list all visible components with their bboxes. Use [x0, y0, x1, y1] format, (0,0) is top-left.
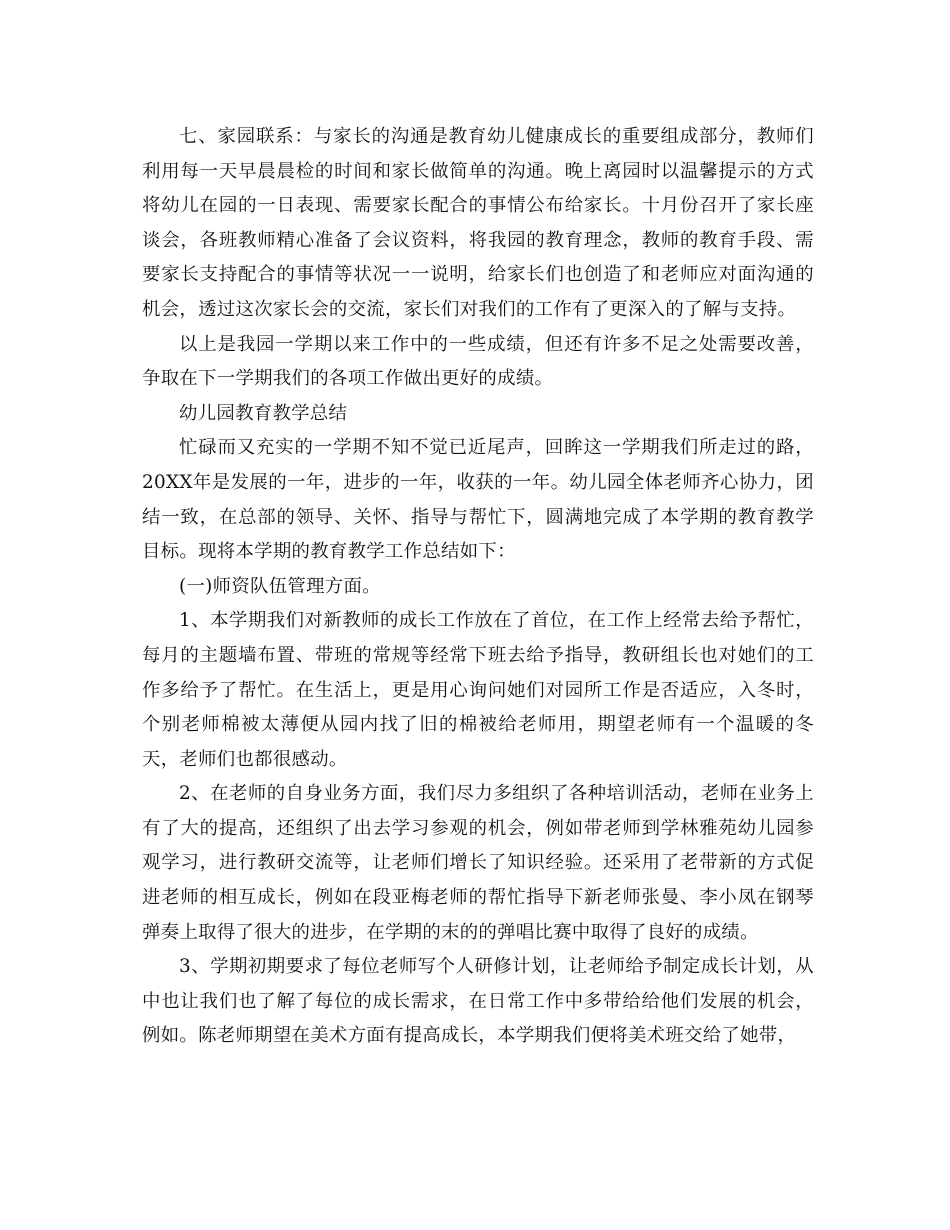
paragraph-intro: 忙碌而又充实的一学期不知不觉已近尾声，回眸这一学期我们所走过的路，20XX年是发展的一年，进步的一年，收获的一年。幼儿园全体老师齐心协力，团结一致，在总部的领导、关怀、指导与帮忙下，圆满地完成了本学期的教育教学目标。现将本学期的教育教学工作总结如下：	[142, 437, 814, 563]
paragraph-item-2: 2、在老师的自身业务方面，我们尽力多组织了各种培训活动，老师在业务上有了大的提高，还组织了出去学习参观的机会，例如带老师到学林雅苑幼儿园参观学习，进行教研交流等，让老师们增长了知识经验。还采用了老带新的方式促进老师的相互成长，例如在段亚梅老师的帮忙指导下新老师张曼、李小凤在钢琴弹奏上取得了很大的进步，在学期的末的的弹唱比赛中取得了良好的成绩。	[142, 783, 814, 943]
document-page	[142, 120, 814, 1054]
paragraph-item-3: 3、学期初期要求了每位老师写个人研修计划，让老师给予制定成长计划，从中也让我们也了解了每位的成长需求，在日常工作中多带给给他们发展的机会，例如。陈老师期望在美术方面有提高成长，本学期我们便将美术班交给了她带，	[142, 956, 814, 1047]
subsection-heading: (一)师资队伍管理方面。	[179, 575, 381, 597]
paragraph-item-1: 1、本学期我们对新教师的成长工作放在了首位，在工作上经常去给予帮忙，每月的主题墙布置、带班的常规等经常下班去给予指导，教研组长也对她们的工作多给予了帮忙。在生活上，更是用心询问她们对园所工作是否适应，入冬时，个别老师棉被太薄便从园内找了旧的棉被给老师用，期望老师有一个温暖的冬天，老师们也都很感动。	[142, 610, 814, 770]
paragraph-home-school-contact: 七、家园联系：与家长的沟通是教育幼儿健康成长的重要组成部分，教师们利用每一天早晨晨检的时间和家长做简单的沟通。晚上离园时以温馨提示的方式将幼儿在园的一日表现、需要家长配合的事情公布给家长。十月份召开了家长座谈会，各班教师精心准备了会议资料，将我园的教育理念，教师的教育手段、需要家长支持配合的事情等状况一一说明，给家长们也创造了和老师应对面沟通的机会，透过这次家长会的交流，家长们对我们的工作有了更深入的了解与支持。	[142, 126, 814, 320]
paragraph-summary-closing: 以上是我园一学期以来工作中的一些成绩，但还有许多不足之处需要改善，争取在下一学期我们的各项工作做出更好的成绩。	[142, 333, 814, 390]
section-heading: 幼儿园教育教学总结	[179, 402, 348, 424]
